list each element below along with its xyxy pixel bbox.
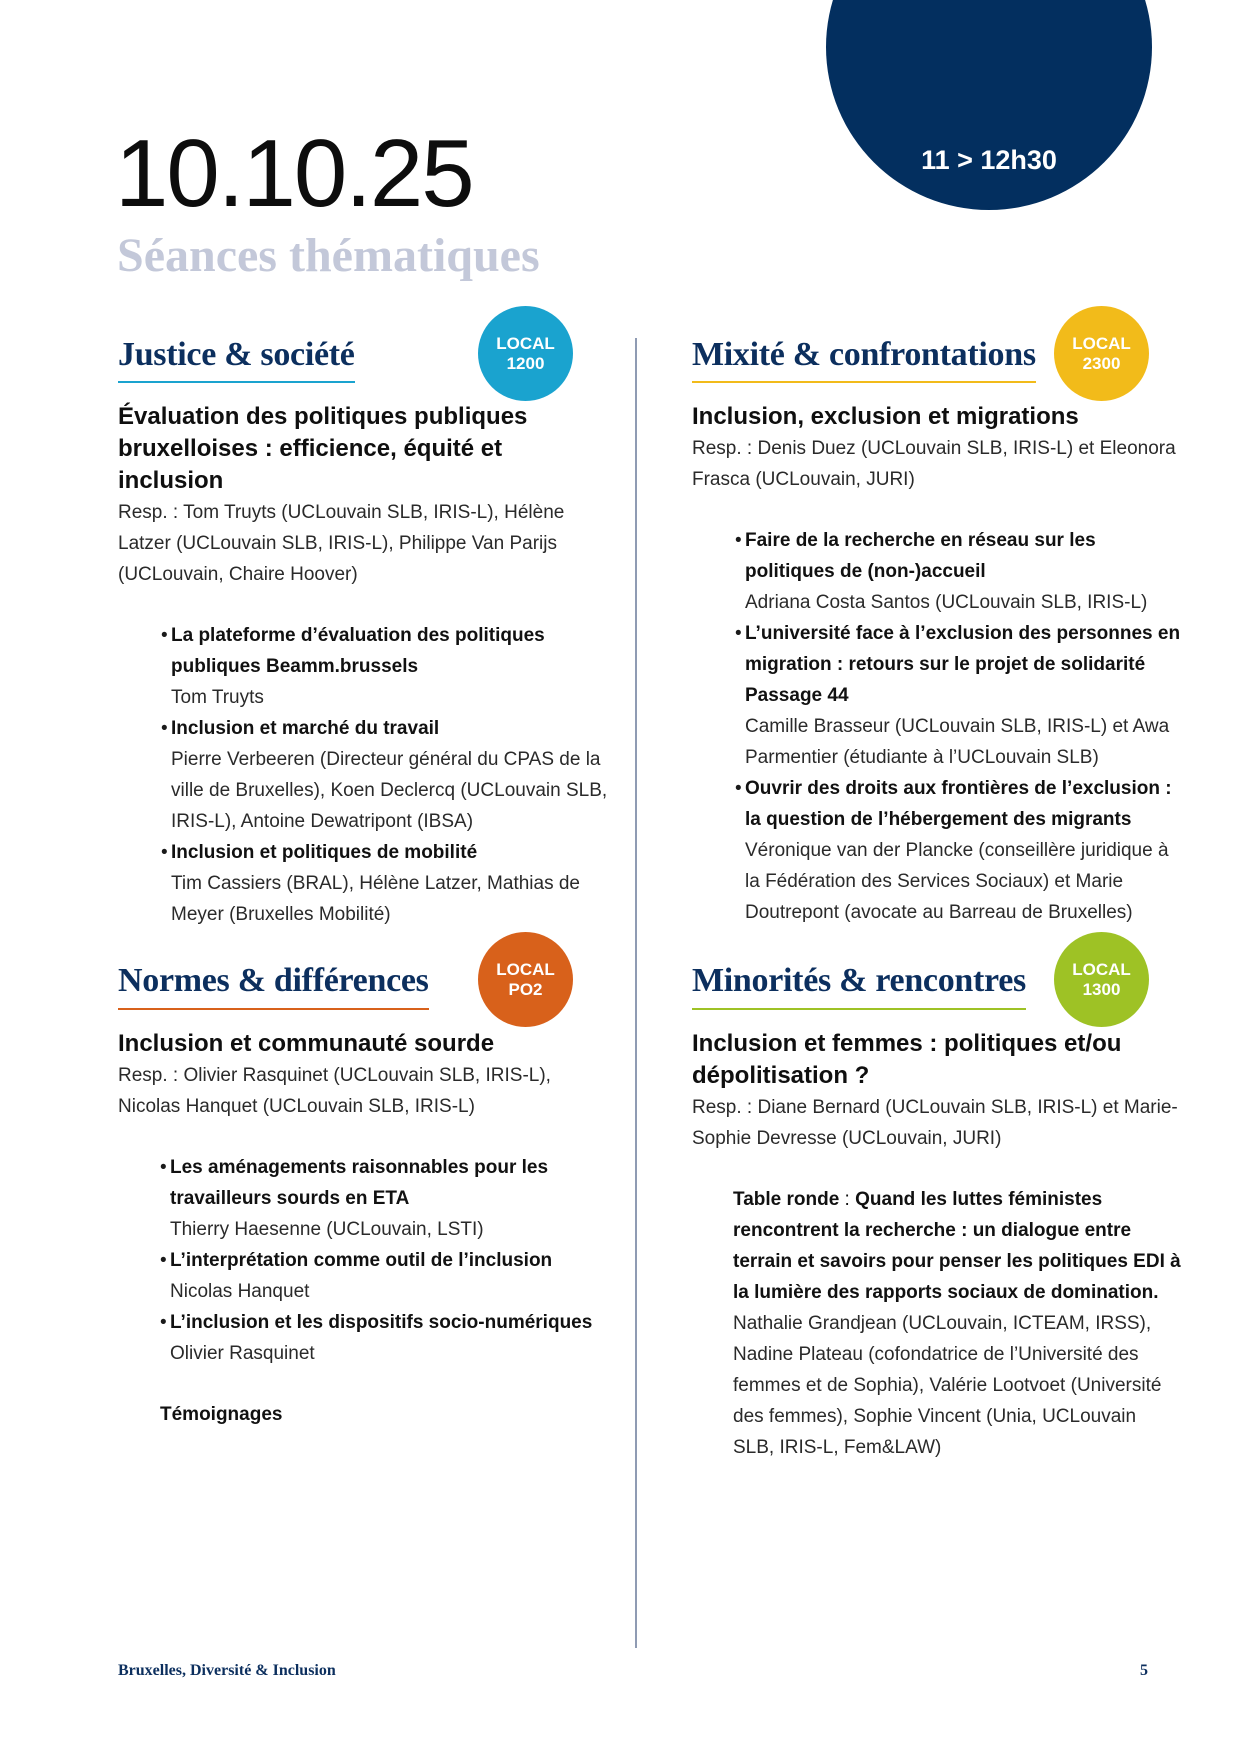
talk-responsibles: Resp. : Diane Bernard (UCLouvain SLB, IRIS-L) et Marie-Sophie Devresse (UCLouvain, JURI): [692, 1096, 1178, 1149]
list-item: [161, 620, 608, 713]
talk-responsibles: Resp. : Tom Truyts (UCLouvain SLB, IRIS-L), Hélène Latzer (UCLouvain SLB, IRIS-L), Philippe Van Parijs (UCLouvain, Chaire Hoover): [118, 502, 565, 586]
bullet: •: [161, 625, 168, 647]
item-title: L’inclusion et les dispositifs socio-numériques: [170, 1311, 593, 1333]
item-speakers: Véronique van der Plancke (conseillère juridique à la Fédération des Services Sociaux) et Marie Doutrepont (avocate au Barreau de Bruxelles): [745, 840, 1169, 924]
talk-title: Inclusion et femmes : politiques et/ou dépolitisation ?: [692, 1029, 1122, 1089]
room-badge-mixite: [1054, 306, 1149, 401]
bullet: •: [160, 1311, 167, 1333]
badge-room: PO2: [508, 979, 543, 999]
page-subtitle: Séances thématiques: [117, 229, 540, 282]
column-divider: [635, 338, 637, 1648]
bullet: •: [160, 1249, 167, 1271]
event-date: 10.10.25: [115, 120, 473, 227]
list-item: [161, 837, 608, 930]
section-normes: [118, 932, 608, 1429]
round-table-label: Table ronde: [733, 1188, 840, 1210]
badge-label: LOCAL: [496, 960, 555, 980]
item-title: L’interprétation comme outil de l’inclusion: [170, 1249, 553, 1271]
talk-responsibles: Resp. : Olivier Rasquinet (UCLouvain SLB, IRIS-L), Nicolas Hanquet (UCLouvain SLB, IRIS-L): [118, 1064, 551, 1117]
talk-title: Inclusion, exclusion et migrations: [692, 403, 1079, 431]
round-table-title: [733, 1184, 1182, 1308]
bullet: •: [735, 623, 742, 645]
badge-label: LOCAL: [1072, 333, 1131, 353]
item-title: La plateforme d’évaluation des politiques publiques Beamm.brussels: [171, 625, 545, 678]
list-item: [735, 618, 1182, 773]
badge-label: LOCAL: [1072, 960, 1131, 980]
talk-list: [161, 620, 608, 930]
bullet: •: [161, 718, 168, 740]
list-item: [161, 713, 608, 837]
item-speakers: Camille Brasseur (UCLouvain SLB, IRIS-L) et Awa Parmentier (étudiante à l’UCLouvain SLB): [745, 716, 1170, 769]
list-item: [735, 773, 1182, 928]
list-item: [160, 1245, 608, 1307]
item-title: Faire de la recherche en réseau sur les politiques de (non-)accueil: [745, 530, 1096, 583]
time-circle: [826, 0, 1152, 210]
list-item: [160, 1307, 608, 1369]
bullet: •: [735, 530, 742, 552]
item-title: Ouvrir des droits aux frontières de l’exclusion : la question de l’hébergement des migrants: [745, 778, 1172, 831]
session-time: 11 > 12h30: [921, 145, 1057, 175]
round-table-separator: :: [839, 1188, 856, 1210]
badge-room: 1300: [1082, 979, 1121, 999]
item-title: Inclusion et politiques de mobilité: [171, 842, 478, 864]
room-badge-normes: [478, 932, 573, 1027]
badge-room: 1200: [506, 353, 545, 373]
badge-room: 2300: [1082, 353, 1121, 373]
page-number: 5: [1140, 1662, 1148, 1679]
talk-list: [735, 525, 1182, 928]
badge-label: LOCAL: [496, 333, 555, 353]
round-table: [733, 1184, 1182, 1463]
item-speakers: Tom Truyts: [171, 687, 264, 709]
section-title-minorites: Minorités & rencontres: [692, 962, 1026, 1009]
item-speakers: Pierre Verbeeren (Directeur général du CPAS de la ville de Bruxelles), Koen Declercq (UCLouvain SLB, IRIS-L), Antoine Dewatripont (IBSA): [171, 749, 608, 833]
section-title-justice: Justice & société: [118, 336, 355, 383]
round-table-topic: Quand les luttes féministes rencontrent la recherche : un dialogue entre terrain et savoirs pour penser les politiques EDI à la lumière des rapports sociaux de domination.: [733, 1188, 1181, 1303]
item-title: Les aménagements raisonnables pour les travailleurs sourds en ETA: [170, 1156, 549, 1209]
item-title: L’université face à l’exclusion des personnes en migration : retours sur le projet de solidarité Passage 44: [745, 623, 1181, 707]
item-speakers: Nicolas Hanquet: [170, 1280, 310, 1302]
section-title-mixite: Mixité & confrontations: [692, 336, 1036, 383]
item-speakers: Adriana Costa Santos (UCLouvain SLB, IRIS-L): [745, 592, 1148, 614]
round-table-speakers: Nathalie Grandjean (UCLouvain, ICTEAM, IRSS), Nadine Plateau (cofondatrice de l’Université des femmes et de Sophia), Valérie Lootvoet (Université des femmes), Sophie Vincent (Unia, UCLouvain SLB, IRIS-L, Fem&LAW): [733, 1312, 1162, 1458]
left-column: [118, 306, 608, 1430]
talk-title: Évaluation des politiques publiques bruxelloises : efficience, équité et inclusion: [118, 403, 528, 495]
section-title-normes: Normes & différences: [118, 962, 429, 1009]
item-title: Inclusion et marché du travail: [171, 718, 440, 740]
right-column: [692, 306, 1182, 1463]
room-badge-justice: [478, 306, 573, 401]
testimonials: Témoignages: [160, 1403, 283, 1425]
bullet: •: [161, 842, 168, 864]
list-item: [160, 1152, 608, 1245]
list-item: [735, 525, 1182, 618]
bullet: •: [735, 778, 742, 800]
bullet: •: [160, 1156, 167, 1178]
talk-title: Inclusion et communauté sourde: [118, 1029, 495, 1057]
footer-title: Bruxelles, Diversité & Inclusion: [118, 1662, 336, 1679]
section-mixite: [692, 306, 1182, 928]
item-speakers: Thierry Haesenne (UCLouvain, LSTI): [170, 1218, 484, 1240]
section-justice: [118, 306, 608, 930]
talk-list: [160, 1152, 608, 1369]
section-minorites: [692, 932, 1182, 1462]
talk-responsibles: Resp. : Denis Duez (UCLouvain SLB, IRIS-L) et Eleonora Frasca (UCLouvain, JURI): [692, 438, 1176, 491]
item-speakers: Olivier Rasquinet: [170, 1342, 315, 1364]
room-badge-minorites: [1054, 932, 1149, 1027]
item-speakers: Tim Cassiers (BRAL), Hélène Latzer, Mathias de Meyer (Bruxelles Mobilité): [171, 873, 581, 926]
